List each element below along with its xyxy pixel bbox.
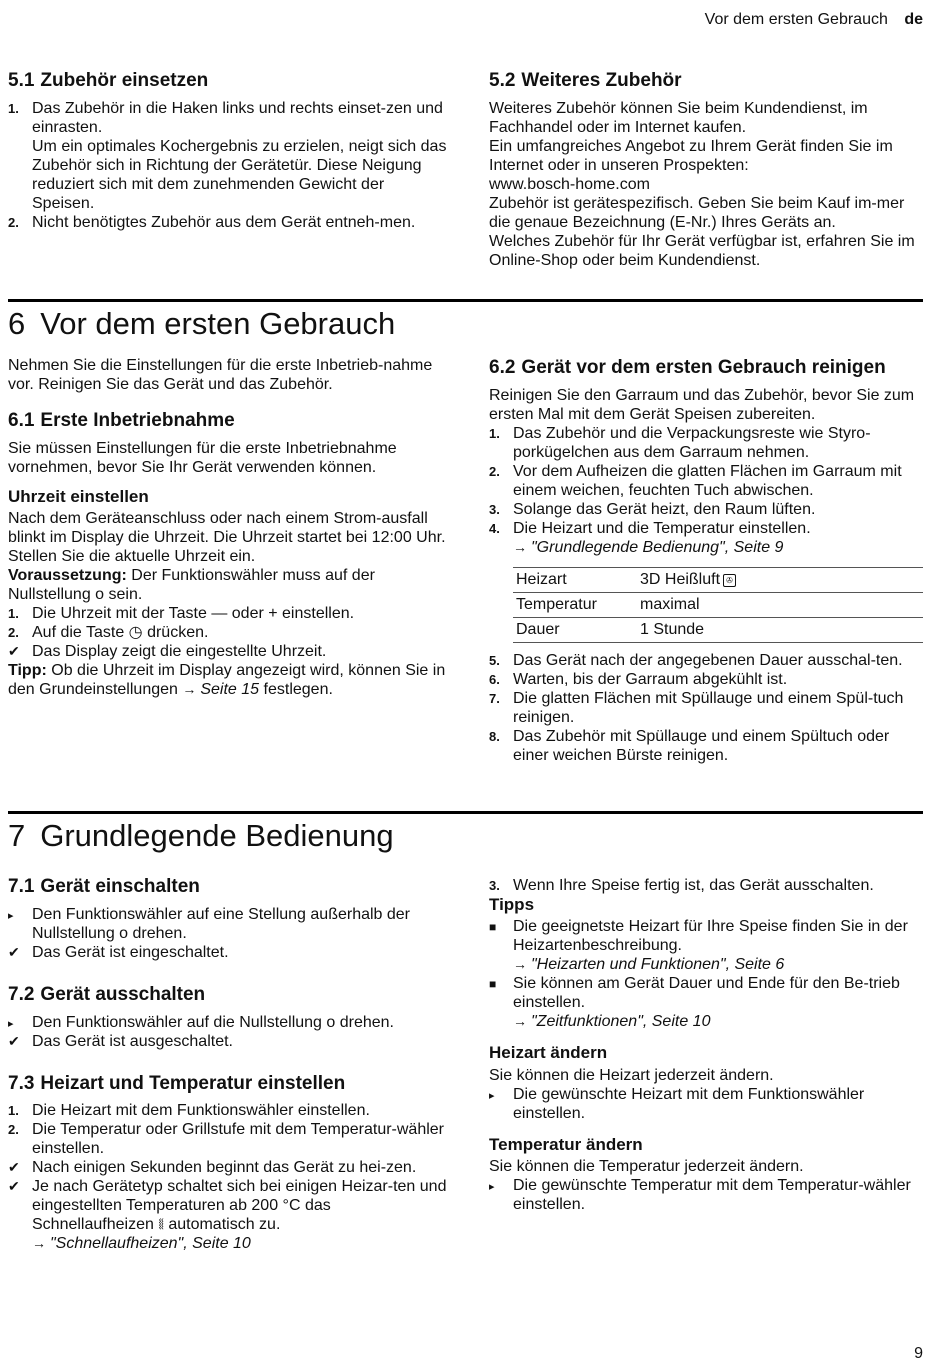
paragraph: Ein umfangreiches Angebot zu Ihrem Gerät finden Sie im Internet oder in unseren Prospekten: <box>489 137 893 174</box>
arrow-icon: → <box>513 538 527 555</box>
arrow-icon: → <box>513 1013 527 1030</box>
paragraph: Sie müssen Einstellungen für die erste Inbetriebnahme vornehmen, bevor Sie Ihr Gerät verwenden können. <box>8 439 397 476</box>
heading-6-2: 6.2 Gerät vor dem ersten Gebrauch reinigen <box>489 357 886 378</box>
triangle-bullet-icon: ▸ <box>489 1181 495 1194</box>
triangle-bullet-icon: ▸ <box>8 909 14 922</box>
steps-7-2 <box>8 1013 448 1051</box>
heading-5-2: 5.2 Weiteres Zubehör <box>489 70 682 91</box>
chapter-6-intro: Nehmen Sie die Einstellungen für die erste Inbetrieb-nahme vor. Reinigen Sie das Gerät und das Zubehör. <box>8 357 433 393</box>
steps-6-2-b <box>489 651 929 765</box>
steps-7-3 <box>8 1101 448 1253</box>
triangle-bullet-icon: ▸ <box>8 1017 14 1030</box>
list-item: ▸ Den Funktionswähler auf eine Stellung außerhalb der Nullstellung o drehen. <box>8 905 411 942</box>
heading-7-1: 7.1 Gerät einschalten <box>8 876 200 897</box>
steps-6-1 <box>8 604 448 661</box>
list-item: ▸ Die gewünschte Temperatur mit dem Temperatur-wähler einstellen. <box>489 1177 911 1214</box>
check-icon: ✔ <box>8 643 20 660</box>
subheading-heizart: Heizart ändern <box>489 1043 608 1063</box>
list-item: 2. Vor dem Aufheizen die glatten Flächen im Garraum mit einem weichen, feuchten Tuch abwischen. <box>489 462 902 499</box>
list-item: ▸ Die gewünschte Heizart mit dem Funktionswähler einstellen. <box>489 1085 865 1122</box>
steps-temperatur <box>489 1176 929 1214</box>
list-item: Um ein optimales Kochergebnis zu erzielen, neigt sich das Zubehör sich in Richtung der Gerätetür. Diese Neigung reduziert sich mit dem zunehmenden Gewicht der Speisen. <box>32 137 447 212</box>
list-item: ■ Sie können am Gerät Dauer und Ende für den Be-trieb einstellen. → "Zeitfunktionen", Seite 10 <box>489 975 900 1031</box>
paragraph: Sie können die Temperatur jederzeit ändern. <box>489 1158 804 1176</box>
page-reference[interactable]: "Grundlegende Bedienung", Seite 9 <box>531 538 784 556</box>
list-item: 2. Nicht benötigtes Zubehör aus dem Gerät entneh-men. <box>8 213 416 231</box>
paragraph: Sie können die Heizart jederzeit ändern. <box>489 1066 774 1084</box>
heading-5-1: 5.1 Zubehör einsetzen <box>8 70 209 91</box>
list-item: 4. Die Heizart und die Temperatur einstellen. <box>489 519 811 537</box>
list-item: 5. Das Gerät nach der angegebenen Dauer ausschal-ten. <box>489 651 903 669</box>
steps-heizart <box>489 1085 929 1123</box>
page-reference[interactable]: "Schnellaufheizen", Seite 10 <box>50 1235 251 1253</box>
paragraph: Nach dem Geräteanschluss oder nach einem Strom-ausfall blinkt im Display die Uhrzeit. Die Uhrzeit startet bei 12:00 Uhr. Stellen Sie die aktuelle Uhrzeit ein. <box>8 510 446 566</box>
heading-6-1: 6.1 Erste Inbetriebnahme <box>8 410 235 431</box>
square-bullet-icon: ■ <box>489 920 497 935</box>
heading-7-2: 7.2 Gerät ausschalten <box>8 983 206 1005</box>
prerequisite: Voraussetzung: Der Funktionswähler muss auf der Nullstellung o sein. <box>8 567 375 604</box>
list-item: ✔ Das Gerät ist ausgeschaltet. <box>8 1032 233 1050</box>
steps-5-1 <box>8 99 448 232</box>
heading-7-3: 7.3 Heizart und Temperatur einstellen <box>8 1072 346 1094</box>
chapter-7-right-column <box>489 876 929 1214</box>
page-number: 9 <box>914 1345 923 1362</box>
list-item: 3. Solange das Gerät heizt, den Raum lüften. <box>489 500 816 518</box>
triangle-bullet-icon: ▸ <box>489 1089 495 1102</box>
header-language: de <box>904 11 923 28</box>
arrow-icon: → <box>513 956 527 973</box>
list-item: 8. Das Zubehör mit Spüllauge und einem Spültuch oder einer weichen Bürste reinigen. <box>489 727 890 764</box>
table-row: Heizart 3D Heißluft ✇ <box>513 567 923 592</box>
table-row: Temperatur maximal <box>513 592 923 617</box>
section-5-1 <box>8 70 448 232</box>
settings-table <box>513 567 923 643</box>
list-item: 3. Wenn Ihre Speise fertig ist, das Gerät ausschalten. <box>489 877 874 894</box>
paragraph: Welches Zubehör für Ihr Gerät verfügbar ist, erfahren Sie im Online-Shop oder beim Kundendienst. <box>489 232 915 269</box>
check-icon: ✔ <box>8 1032 20 1049</box>
steps-7-1 <box>8 905 448 962</box>
page-reference[interactable]: Seite 15 <box>200 681 260 699</box>
list-item: 1. Die Uhrzeit mit der Taste — oder + einstellen. <box>8 605 355 623</box>
list-item: ✔ Je nach Gerätetyp schaltet sich bei einigen Heizar-ten und eingestellten Temperaturen ab 200 °C das Schnellaufheizen ⧛ automatisch zu. <box>8 1178 447 1234</box>
section-5-2 <box>489 70 929 270</box>
list-item: 7. Die glatten Flächen mit Spüllauge und einem Spül-tuch reinigen. <box>489 689 904 726</box>
tips-heading: Tipps <box>489 895 535 914</box>
arrow-icon: → <box>32 1235 46 1252</box>
steps-7-3-cont <box>489 876 929 895</box>
list-item <box>8 1234 448 1253</box>
page-reference[interactable]: "Zeitfunktionen", Seite 10 <box>531 1013 711 1031</box>
page-header <box>705 11 923 29</box>
chapter-title: 7 Grundlegende Bedienung <box>8 818 394 853</box>
list-item: ✔ Das Display zeigt die eingestellte Uhrzeit. <box>8 643 327 661</box>
list-item <box>489 538 929 557</box>
list-item: ▸ Den Funktionswähler auf die Nullstellung o drehen. <box>8 1013 448 1032</box>
list-item: 2. Die Temperatur oder Grillstufe mit dem Temperatur-wähler einstellen. <box>8 1121 445 1158</box>
tip: Tipp: Ob die Uhrzeit im Display angezeigt wird, können Sie in den Grundeinstellungen → Seite 15 festlegen. <box>8 662 446 699</box>
chapter-6-right-column <box>489 357 929 765</box>
chapter-title: 6 Vor dem ersten Gebrauch <box>8 306 396 341</box>
header-title: Vor dem ersten Gebrauch <box>704 11 888 28</box>
paragraph: Weiteres Zubehör können Sie beim Kundendienst, im Fachhandel oder im Internet kaufen. <box>489 99 868 136</box>
list-item: 1. Die Heizart mit dem Funktionswähler einstellen. <box>8 1102 370 1120</box>
check-icon: ✔ <box>8 943 20 960</box>
steps-6-2-a <box>489 424 929 557</box>
chapter-7-heading <box>8 811 923 854</box>
paragraph: Zubehör ist gerätespezifisch. Geben Sie beim Kauf im-mer die genaue Bezeichnung (E-Nr.) Ihres Geräts an. <box>489 194 905 231</box>
convection-icon: ✇ <box>723 574 736 587</box>
check-icon: ✔ <box>8 1159 20 1176</box>
chapter-6-heading <box>8 299 923 342</box>
subheading-temperatur: Temperatur ändern <box>489 1134 643 1154</box>
list-item: 1. Das Zubehör in die Haken links und rechts einset-zen und einrasten. <box>8 99 443 136</box>
list-item: 6. Warten, bis der Garraum abgekühlt ist. <box>489 670 788 688</box>
website-link[interactable]: www.bosch-home.com <box>489 175 650 193</box>
check-icon: ✔ <box>8 1178 20 1195</box>
page-reference[interactable]: "Heizarten und Funktionen", Seite 6 <box>531 956 785 974</box>
arrow-icon: → <box>182 681 197 698</box>
list-item: ✔ Das Gerät ist eingeschaltet. <box>8 943 229 961</box>
list-item: 2. Auf die Taste ◷ drücken. <box>8 624 209 642</box>
list-item: 1. Das Zubehör und die Verpackungsreste wie Styro-porkügelchen aus dem Garraum nehmen. <box>489 424 871 461</box>
tips-list <box>489 917 929 1031</box>
square-bullet-icon: ■ <box>489 977 497 992</box>
list-item: ✔ Nach einigen Sekunden beginnt das Gerät zu hei-zen. <box>8 1159 417 1177</box>
chapter-7-left-column <box>8 876 448 1253</box>
list-item: ■ Die geeignetste Heizart für Ihre Speise finden Sie in der Heizartenbeschreibung. → "Heizarten und Funktionen", Seite 6 <box>489 918 908 974</box>
subheading-uhrzeit: Uhrzeit einstellen <box>8 486 149 506</box>
paragraph: Reinigen Sie den Garraum und das Zubehör, bevor Sie zum ersten Mal mit dem Gerät Speisen zubereiten. <box>489 386 915 423</box>
chapter-6-left-column <box>8 356 448 699</box>
table-row: Dauer 1 Stunde <box>513 617 923 642</box>
